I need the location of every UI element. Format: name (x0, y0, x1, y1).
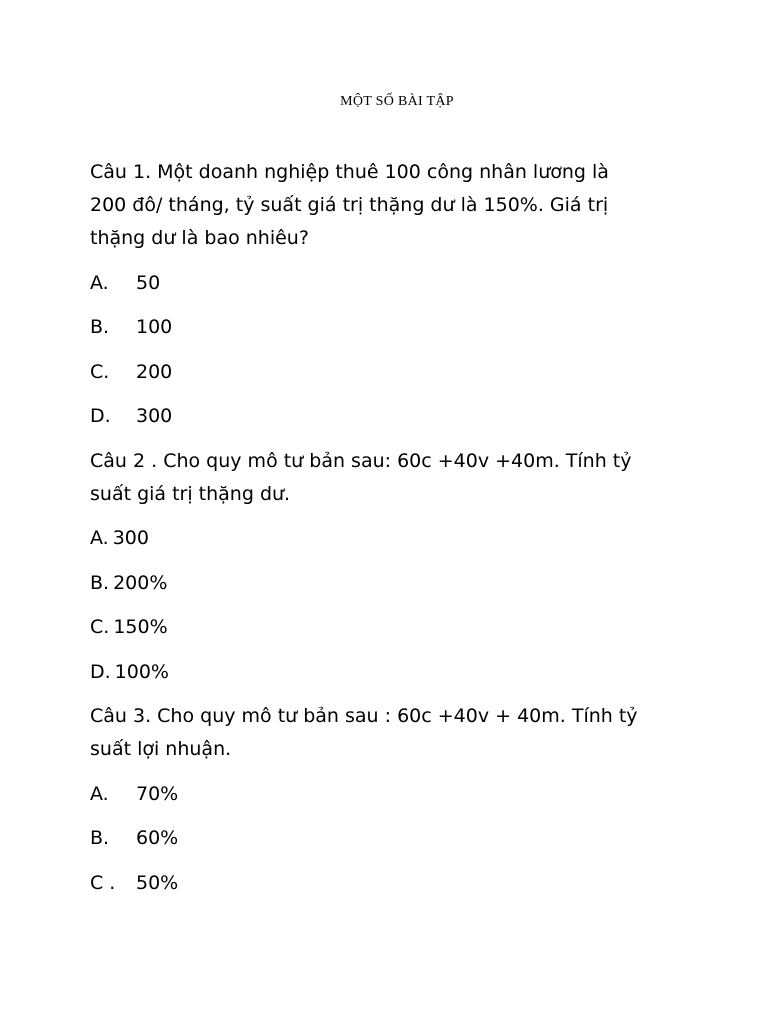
question-1 (90, 156, 690, 255)
question-2-option-c (90, 611, 690, 644)
document-content (90, 156, 690, 911)
question-2-option-b (90, 567, 690, 600)
question-1-option-d (90, 400, 690, 433)
question-3-option-c (90, 867, 690, 900)
option-value: 200 (136, 360, 173, 383)
option-value: 200% (113, 571, 168, 594)
option-letter: C. (90, 360, 110, 383)
option-letter: C . (90, 871, 116, 894)
option-letter: D. (90, 660, 111, 683)
question-1-line-3: thặng dư là bao nhiêu? (90, 227, 309, 249)
question-1-line-1: Câu 1. Một doanh nghiệp thuê 100 công nhân lương là (90, 161, 609, 183)
question-2-line-1: Câu 2 . Cho quy mô tư bản sau: 60c +40v +40m. Tính tỷ (90, 449, 632, 472)
option-value: 50 (136, 271, 161, 294)
option-value: 70% (136, 782, 179, 805)
question-3 (90, 700, 690, 766)
option-value: 50% (136, 871, 179, 894)
option-letter: A. (90, 527, 109, 549)
option-letter: D. (90, 405, 111, 427)
option-letter: A. (90, 782, 109, 805)
question-1-line-2: 200 đô/ tháng, tỷ suất giá trị thặng dư là 150%. Giá trị (90, 194, 609, 216)
question-3-line-1: Câu 3. Cho quy mô tư bản sau : 60c +40v + 40m. Tính tỷ (90, 705, 638, 727)
document-title: MỘT SỐ BÀI TẬP (340, 94, 454, 109)
question-2 (90, 445, 690, 511)
question-3-option-b (90, 822, 690, 855)
question-2-option-a (90, 522, 690, 555)
question-1-option-a (90, 267, 690, 300)
option-value: 100% (114, 660, 169, 683)
option-letter: C. (90, 616, 110, 638)
option-value: 150% (113, 616, 168, 638)
option-value: 60% (136, 827, 179, 849)
question-2-line-2: suất giá trị thặng dư. (90, 482, 291, 505)
question-1-option-c (90, 356, 690, 389)
question-1-option-b (90, 311, 690, 344)
question-2-option-d (90, 656, 690, 689)
question-3-line-2: suất lợi nhuận. (90, 738, 232, 760)
option-value: 300 (136, 405, 173, 427)
option-letter: B. (90, 827, 110, 849)
option-value: 300 (112, 527, 149, 549)
question-3-option-a (90, 778, 690, 811)
option-letter: A. (90, 271, 109, 294)
option-value: 100 (136, 316, 173, 338)
option-letter: B. (90, 571, 110, 594)
option-letter: B. (90, 316, 110, 338)
